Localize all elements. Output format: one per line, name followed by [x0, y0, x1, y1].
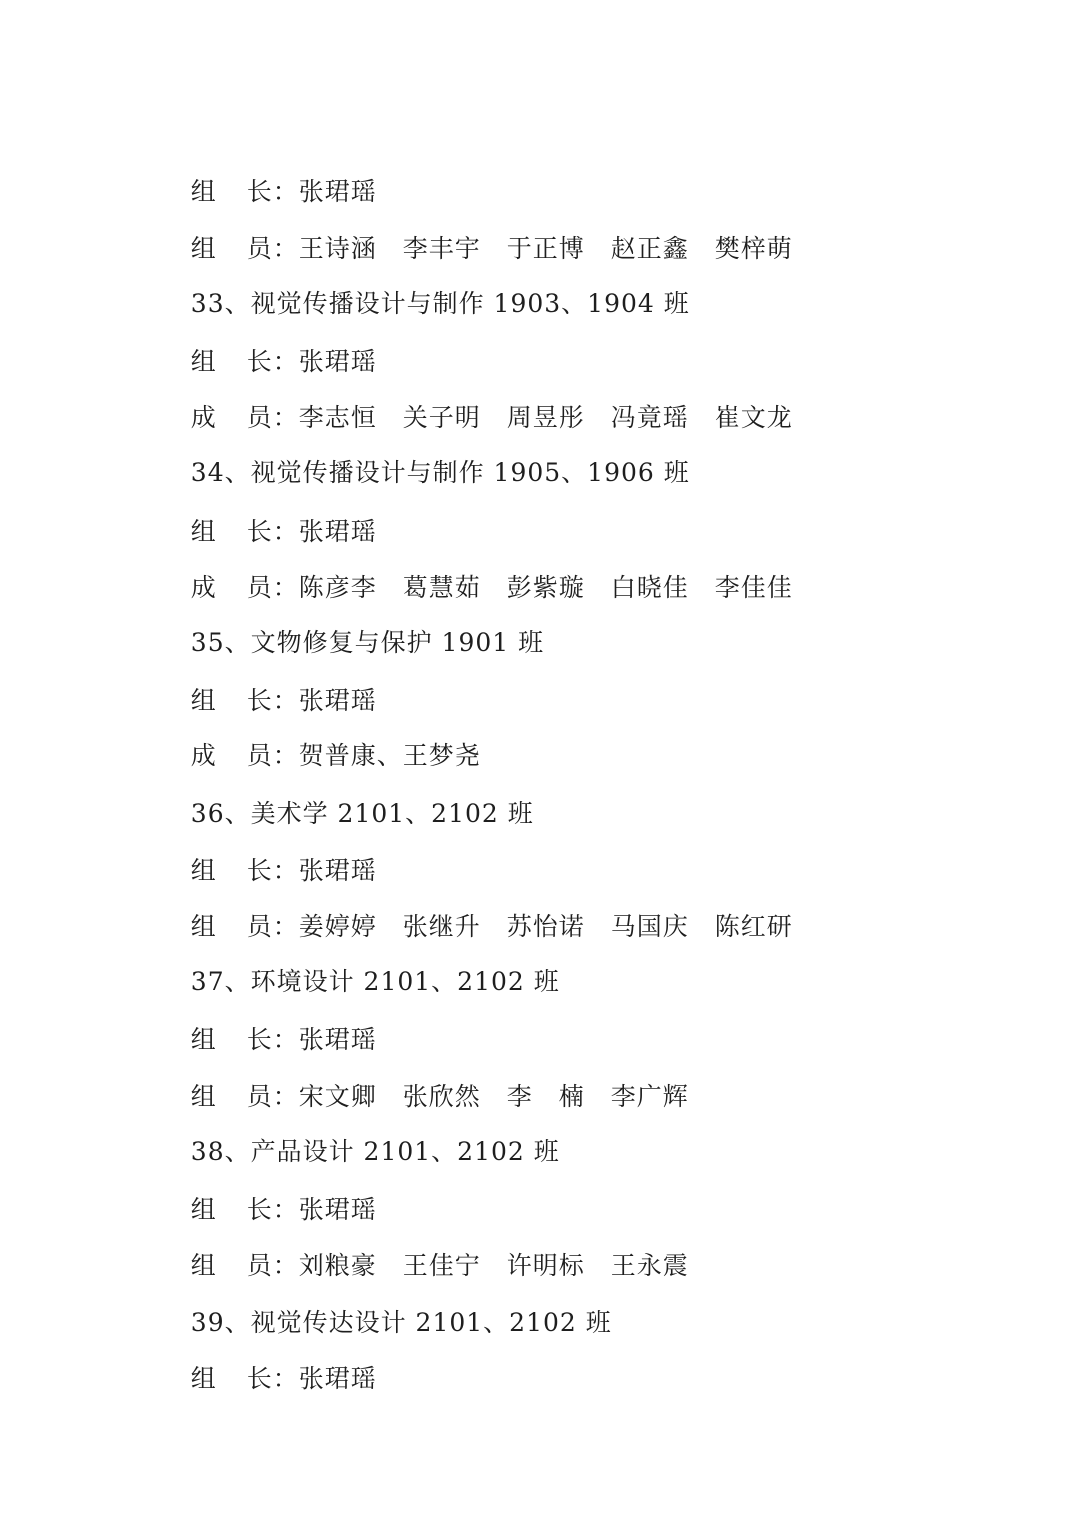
role-label-first: 组 — [190, 912, 217, 941]
member-names: 刘粮豪 王佳宁 许明标 王永震 — [298, 1251, 689, 1280]
colon: ： — [272, 1364, 299, 1393]
member-names: 姜婷婷 张继升 苏怡诺 马国庆 陈红研 — [298, 912, 793, 941]
role-label-second: 员 — [246, 234, 273, 263]
colon: ： — [272, 1251, 299, 1280]
role-label-first: 组 — [190, 1025, 217, 1054]
role-label-second: 长 — [246, 686, 273, 715]
section-title: 33、视觉传播设计与制作 1903、1904 班 — [190, 289, 690, 318]
section-title: 37、环境设计 2101、2102 班 — [190, 967, 560, 996]
role-label-first: 组 — [190, 686, 217, 715]
member-names: 宋文卿 张欣然 李 楠 李广辉 — [298, 1082, 689, 1111]
leader-name: 张珺瑶 — [298, 686, 377, 715]
colon: ： — [272, 686, 299, 715]
role-label-first: 组 — [190, 517, 217, 546]
colon: ： — [272, 741, 299, 770]
colon: ： — [272, 517, 299, 546]
role-label-second: 长 — [246, 177, 273, 206]
role-label-second: 员 — [246, 912, 273, 941]
role-label-first: 组 — [190, 347, 217, 376]
section-title: 35、文物修复与保护 1901 班 — [190, 628, 545, 657]
leader-line — [155, 1331, 377, 1427]
role-label-second: 长 — [246, 517, 273, 546]
role-label-first: 组 — [190, 1251, 217, 1280]
colon: ： — [272, 347, 299, 376]
section-title: 34、视觉传播设计与制作 1905、1906 班 — [190, 458, 690, 487]
member-names: 陈彦李 葛慧茹 彭紫璇 白晓佳 李佳佳 — [298, 573, 793, 602]
role-label-first: 组 — [190, 177, 217, 206]
leader-name: 张珺瑶 — [298, 1195, 377, 1224]
colon: ： — [272, 403, 299, 432]
colon: ： — [272, 177, 299, 206]
role-label-second: 员 — [246, 573, 273, 602]
leader-name: 张珺瑶 — [298, 1364, 377, 1393]
leader-name: 张珺瑶 — [298, 347, 377, 376]
leader-name: 张珺瑶 — [298, 177, 377, 206]
role-label-second: 员 — [246, 1082, 273, 1111]
section-title: 39、视觉传达设计 2101、2102 班 — [190, 1308, 612, 1337]
member-names: 贺普康、王梦尧 — [298, 741, 481, 770]
role-label-second: 员 — [246, 403, 273, 432]
section-title: 38、产品设计 2101、2102 班 — [190, 1137, 560, 1166]
section-title: 36、美术学 2101、2102 班 — [190, 799, 534, 828]
colon: ： — [272, 1195, 299, 1224]
role-label-second: 员 — [246, 741, 273, 770]
role-label-first: 组 — [190, 1082, 217, 1111]
role-label-first: 组 — [190, 234, 217, 263]
role-label-second: 长 — [246, 1195, 273, 1224]
colon: ： — [272, 1025, 299, 1054]
colon: ： — [272, 1082, 299, 1111]
role-label-first: 成 — [190, 741, 217, 770]
role-label-second: 长 — [246, 347, 273, 376]
role-label-second: 长 — [246, 856, 273, 885]
member-names: 王诗涵 李丰宇 于正博 赵正鑫 樊梓萌 — [298, 234, 793, 263]
role-label-second: 长 — [246, 1364, 273, 1393]
member-names: 李志恒 关子明 周昱彤 冯竟瑶 崔文龙 — [298, 403, 793, 432]
leader-name: 张珺瑶 — [298, 856, 377, 885]
role-label-first: 组 — [190, 1364, 217, 1393]
role-label-first: 成 — [190, 403, 217, 432]
leader-name: 张珺瑶 — [298, 1025, 377, 1054]
role-label-first: 组 — [190, 1195, 217, 1224]
role-label-second: 员 — [246, 1251, 273, 1280]
colon: ： — [272, 856, 299, 885]
leader-name: 张珺瑶 — [298, 517, 377, 546]
colon: ： — [272, 573, 299, 602]
role-label-first: 成 — [190, 573, 217, 602]
role-label-second: 长 — [246, 1025, 273, 1054]
colon: ： — [272, 912, 299, 941]
role-label-first: 组 — [190, 856, 217, 885]
colon: ： — [272, 234, 299, 263]
